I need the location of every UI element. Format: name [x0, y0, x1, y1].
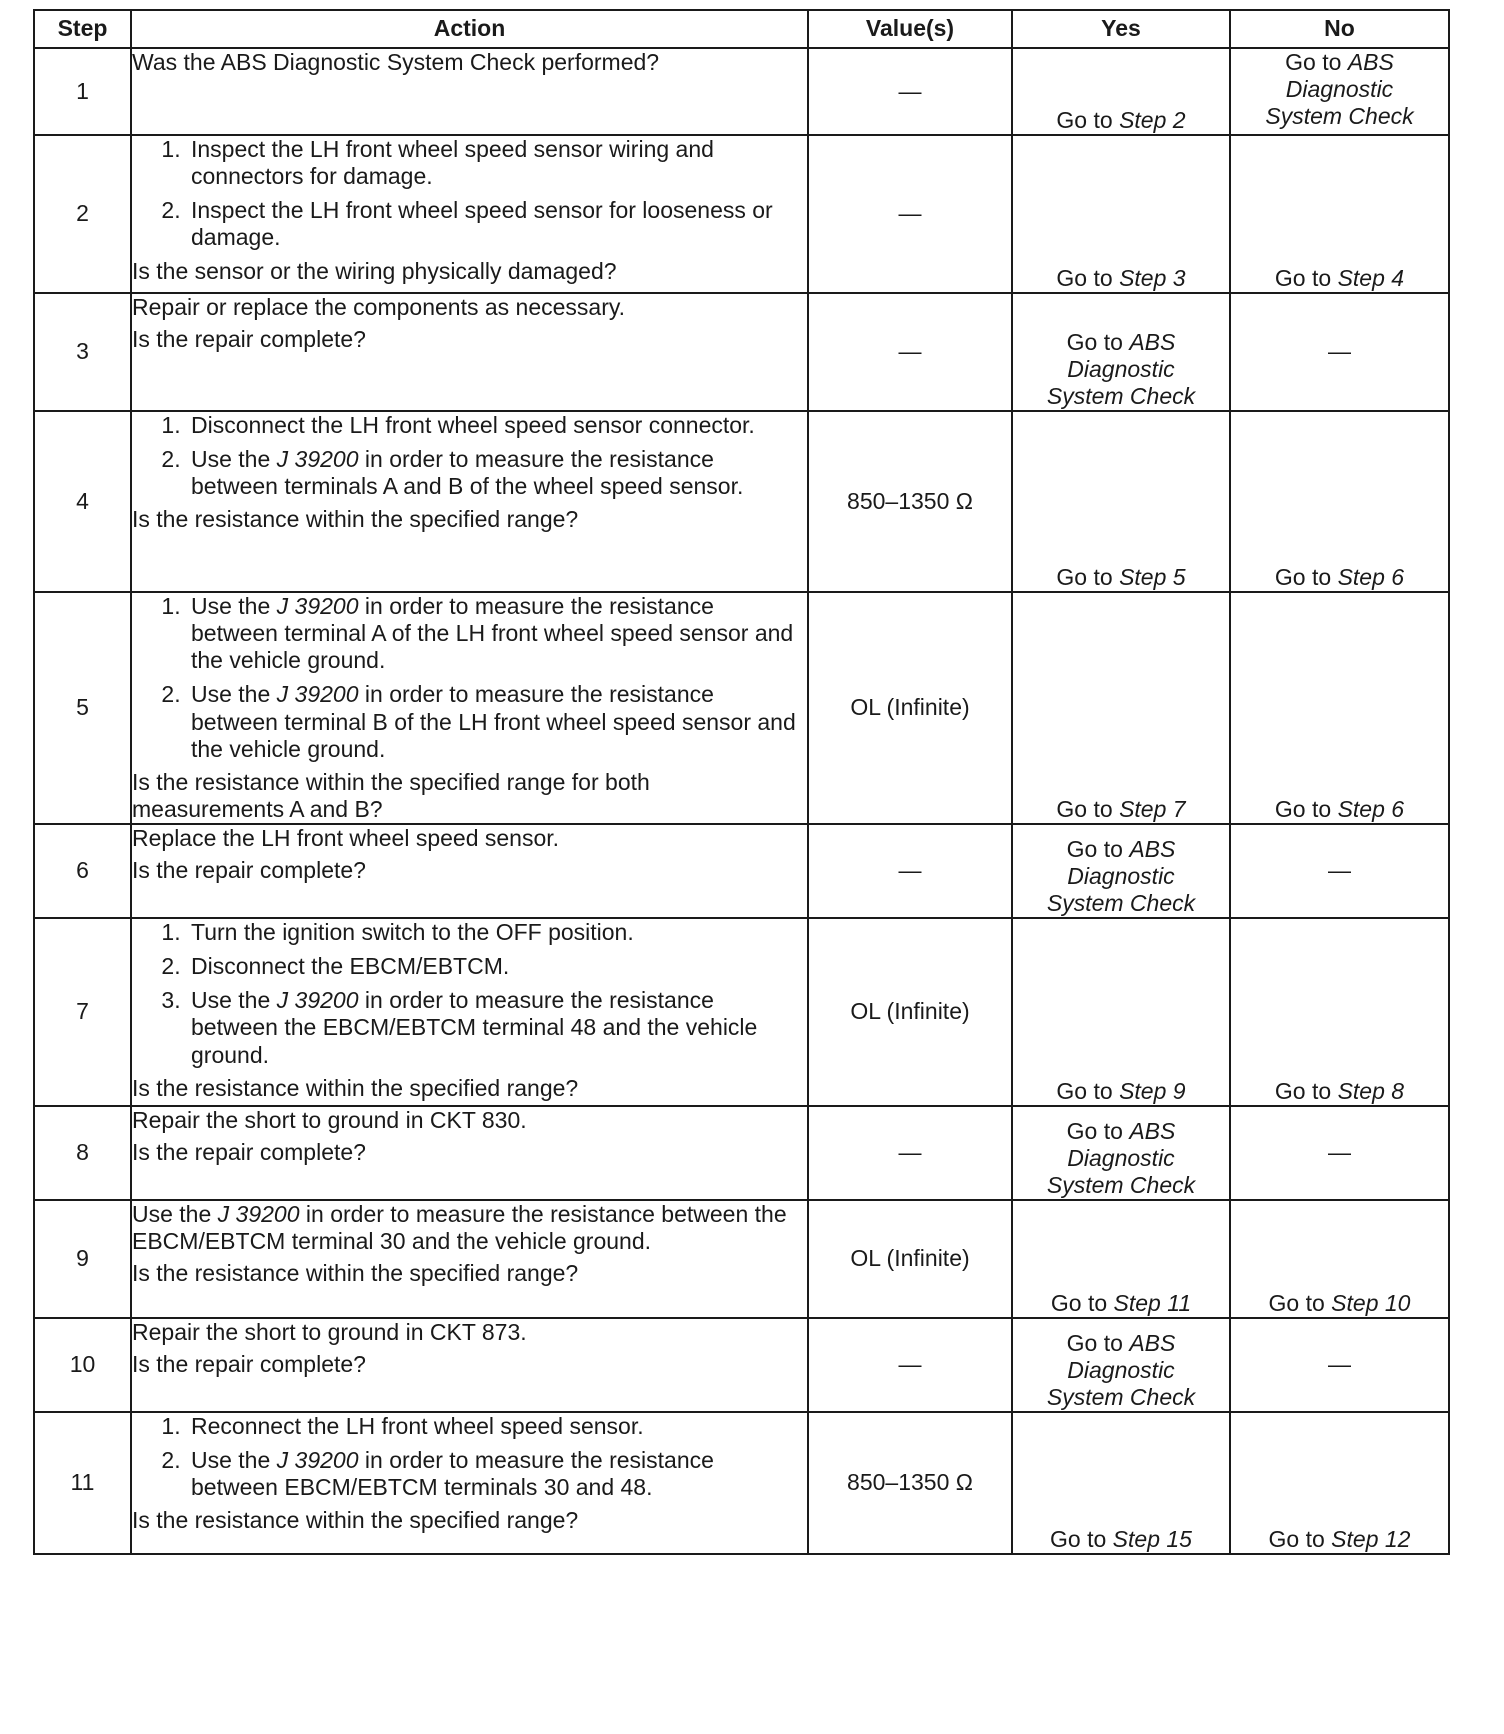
table-row [34, 293, 1449, 411]
no-cell [1230, 411, 1449, 592]
no-cell [1230, 1412, 1449, 1554]
step-link: Step 15 [1112, 1525, 1192, 1552]
abs-link: ABS [1129, 835, 1176, 862]
go-to-text: Go to [1268, 1289, 1325, 1316]
list-item-text: Use the [191, 446, 271, 473]
yes-cell [1012, 1412, 1230, 1554]
action-question: Is the sensor or the wiring physically damaged? [132, 257, 617, 284]
table-row [34, 824, 1449, 918]
list-item-text: in order to measure the resistance between terminals A and B of the wheel speed sensor. [191, 446, 744, 500]
list-item: 2. Inspect the LH front wheel speed sensor for looseness or damage. [187, 197, 807, 251]
step-number: 6 [34, 824, 131, 918]
go-to-text: Go to [1274, 563, 1332, 590]
action-text-part: in order to measure the resistance between the EBCM/EBTCM terminal 30 and the vehicle ground. [132, 1201, 787, 1255]
no-cell: — [1230, 1106, 1449, 1200]
abs-link: System Check [1046, 1383, 1196, 1410]
value-cell: OL (Infinite) [808, 918, 1012, 1106]
action-question: Is the repair complete? [132, 1139, 366, 1166]
action-cell [131, 293, 808, 411]
value-cell: OL (Infinite) [808, 592, 1012, 824]
header-step: Step [34, 10, 131, 48]
action-cell [131, 824, 808, 918]
list-item [187, 1447, 807, 1501]
go-to-text: Go to [1285, 49, 1342, 75]
action-question: Is the resistance within the specified range for both measurements A and B? [132, 768, 650, 822]
step-number: 7 [34, 918, 131, 1106]
go-to-text: Go to [1056, 106, 1113, 133]
value-cell: — [808, 293, 1012, 411]
action-question: Is the resistance within the specified range? [132, 1260, 579, 1287]
action-cell [131, 411, 808, 592]
action-cell [131, 1318, 808, 1412]
list-item-text: Use the [191, 593, 271, 619]
action-question: Is the resistance within the specified range? [132, 1074, 579, 1101]
list-item: 1. Disconnect the LH front wheel speed sensor connector. [187, 412, 807, 439]
no-cell [1230, 48, 1449, 135]
go-to-text: Go to [1274, 795, 1332, 822]
yes-cell [1012, 48, 1230, 135]
list-item: 1. Inspect the LH front wheel speed sensor wiring and connectors for damage. [187, 136, 807, 190]
go-to-text: Go to [1056, 264, 1113, 291]
list-item [187, 593, 807, 674]
table-row [34, 1318, 1449, 1412]
table-row [34, 48, 1449, 135]
step-link: Step 12 [1331, 1525, 1411, 1552]
action-question: Is the resistance within the specified range? [132, 506, 579, 533]
table-row [34, 411, 1449, 592]
go-to-text: Go to [1066, 1329, 1123, 1356]
action-cell [131, 135, 808, 293]
yes-cell [1012, 592, 1230, 824]
action-text: Replace the LH front wheel speed sensor. [132, 825, 560, 851]
step-link: Step 11 [1113, 1289, 1192, 1316]
table-row [34, 918, 1449, 1106]
list-item-text: Use the [191, 1447, 271, 1474]
go-to-text: Go to [1050, 1289, 1108, 1316]
value-cell: — [808, 135, 1012, 293]
no-cell [1230, 918, 1449, 1106]
table-row [34, 592, 1449, 824]
no-cell: — [1230, 1318, 1449, 1412]
abs-link: ABS [1129, 1329, 1176, 1356]
list-item: 2. Disconnect the EBCM/EBTCM. [187, 953, 807, 980]
action-text [132, 1201, 807, 1255]
table-row [34, 135, 1449, 293]
tool-name: J 39200 [217, 1201, 300, 1227]
yes-cell [1012, 918, 1230, 1106]
step-link: Step 7 [1119, 795, 1186, 822]
tool-name: J 39200 [276, 681, 359, 708]
header-no: No [1230, 10, 1449, 48]
step-link: Step 2 [1119, 106, 1186, 133]
no-cell [1230, 592, 1449, 824]
table-row [34, 1200, 1449, 1318]
table-row [34, 1106, 1449, 1200]
step-number: 2 [34, 135, 131, 293]
step-link: Step 9 [1119, 1077, 1186, 1104]
yes-cell [1012, 411, 1230, 592]
header-yes: Yes [1012, 10, 1230, 48]
abs-link: Diagnostic [1067, 862, 1175, 889]
action-question: Is the repair complete? [132, 326, 366, 353]
action-question: Is the repair complete? [132, 1351, 366, 1378]
no-cell: — [1230, 293, 1449, 411]
value-cell: — [808, 48, 1012, 135]
list-item-text: Use the [191, 681, 271, 708]
diagnostic-table [33, 9, 1450, 1555]
header-values: Value(s) [808, 10, 1012, 48]
go-to-text: Go to [1056, 1077, 1113, 1104]
no-cell [1230, 1200, 1449, 1318]
go-to-text: Go to [1056, 563, 1113, 590]
step-link: Step 10 [1331, 1289, 1411, 1316]
header-row [34, 10, 1449, 48]
list-item-text: in order to measure the resistance between terminal B of the LH front wheel speed sensor and the vehicle ground. [191, 681, 796, 762]
list-item: 1. Turn the ignition switch to the OFF position. [187, 919, 807, 946]
go-to-text: Go to [1268, 1525, 1325, 1552]
tool-name: J 39200 [276, 1447, 359, 1474]
go-to-text: Go to [1066, 328, 1123, 355]
action-list [132, 1413, 807, 1501]
value-cell: 850–1350 Ω [808, 1412, 1012, 1554]
abs-link: System Check [1265, 103, 1414, 130]
value-cell: — [808, 1106, 1012, 1200]
step-link: Step 3 [1119, 264, 1186, 291]
abs-link: Diagnostic [1067, 1144, 1175, 1171]
list-item [187, 987, 807, 1068]
yes-cell [1012, 1106, 1230, 1200]
abs-link: System Check [1046, 889, 1196, 916]
step-number: 4 [34, 411, 131, 592]
yes-cell [1012, 293, 1230, 411]
action-text: Repair or replace the components as necessary. [132, 294, 626, 320]
action-question: Was the ABS Diagnostic System Check performed? [132, 49, 660, 75]
action-question: Is the repair complete? [132, 857, 366, 884]
abs-link: Diagnostic [1285, 76, 1394, 103]
list-item-text: Use the [191, 987, 271, 1014]
step-link: Step 5 [1119, 563, 1186, 590]
action-list [132, 593, 807, 763]
list-item-text: in order to measure the resistance between terminal A of the LH front wheel speed sensor and the vehicle ground. [191, 593, 794, 674]
list-item: 1. Reconnect the LH front wheel speed sensor. [187, 1413, 807, 1440]
yes-cell [1012, 824, 1230, 918]
abs-link: System Check [1046, 382, 1196, 409]
list-item [187, 681, 807, 762]
value-cell: OL (Infinite) [808, 1200, 1012, 1318]
step-link: Step 8 [1337, 1077, 1405, 1104]
step-number: 1 [34, 48, 131, 135]
step-link: Step 4 [1337, 264, 1405, 291]
table-row [34, 1412, 1449, 1554]
action-list [132, 919, 807, 1069]
value-cell: — [808, 1318, 1012, 1412]
go-to-text: Go to [1066, 835, 1123, 862]
go-to-text: Go to [1274, 1077, 1332, 1104]
abs-link: Diagnostic [1067, 1356, 1175, 1383]
step-link: Step 6 [1337, 563, 1405, 590]
step-number: 9 [34, 1200, 131, 1318]
step-number: 3 [34, 293, 131, 411]
yes-cell [1012, 135, 1230, 293]
go-to-text: Go to [1066, 1117, 1123, 1144]
tool-name: J 39200 [276, 987, 359, 1014]
action-cell [131, 1200, 808, 1318]
no-cell: — [1230, 824, 1449, 918]
step-number: 10 [34, 1318, 131, 1412]
action-cell [131, 918, 808, 1106]
action-question: Is the resistance within the specified range? [132, 1507, 579, 1534]
step-number: 5 [34, 592, 131, 824]
action-cell [131, 1412, 808, 1554]
action-text: Repair the short to ground in CKT 830. [132, 1107, 527, 1133]
list-item [187, 446, 807, 500]
yes-cell [1012, 1318, 1230, 1412]
value-cell: 850–1350 Ω [808, 411, 1012, 592]
go-to-text: Go to [1274, 264, 1332, 291]
action-list [132, 136, 807, 252]
step-number: 8 [34, 1106, 131, 1200]
action-cell [131, 1106, 808, 1200]
value-cell: — [808, 824, 1012, 918]
list-item-text: in order to measure the resistance between the EBCM/EBTCM terminal 48 and the vehicle ground. [191, 987, 758, 1068]
action-cell [131, 592, 808, 824]
abs-link: System Check [1046, 1171, 1196, 1198]
tool-name: J 39200 [276, 593, 359, 619]
action-text: Repair the short to ground in CKT 873. [132, 1319, 527, 1345]
abs-link: ABS [1129, 1117, 1176, 1144]
list-item-text: in order to measure the resistance between EBCM/EBTCM terminals 30 and 48. [191, 1447, 714, 1501]
step-link: Step 6 [1337, 795, 1405, 822]
go-to-text: Go to [1056, 795, 1113, 822]
action-list [132, 412, 807, 500]
abs-link: Diagnostic [1067, 355, 1175, 382]
action-cell [131, 48, 808, 135]
abs-link: ABS [1347, 49, 1394, 75]
step-number: 11 [34, 1412, 131, 1554]
go-to-text: Go to [1050, 1525, 1107, 1552]
no-cell [1230, 135, 1449, 293]
abs-link: ABS [1129, 328, 1176, 355]
action-text-part: Use the [132, 1201, 212, 1227]
header-action: Action [131, 10, 808, 48]
tool-name: J 39200 [276, 446, 359, 473]
yes-cell [1012, 1200, 1230, 1318]
